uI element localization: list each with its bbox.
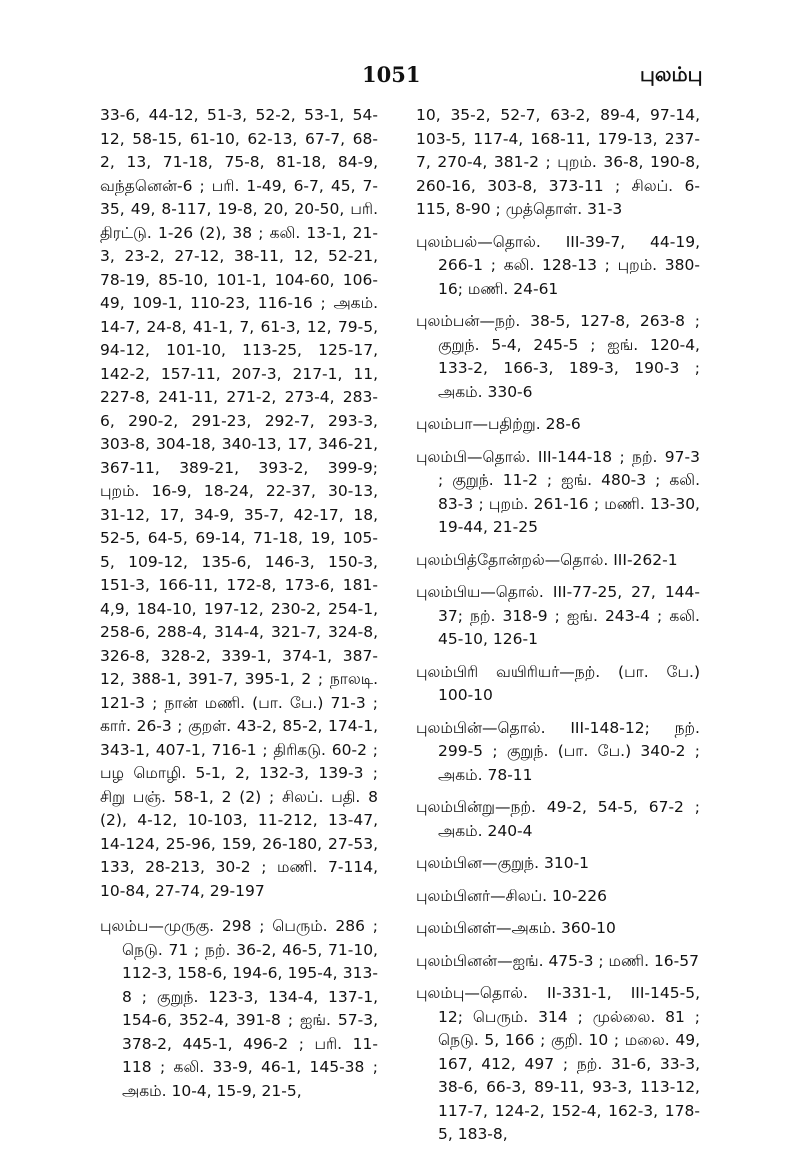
right-column (416, 104, 700, 1156)
index-entry: புலம்பா—பதிற்று. 28-6 (416, 415, 581, 433)
index-entry: புலம்பினன்—ஐங். 475-3 ; மணி. 16-57 (416, 951, 699, 970)
index-entry: புலம்பித்தோன்றல்—தொல். III-262-1 (416, 550, 678, 569)
index-entry: புலம்பிரி வயிரியர்—நற். (பா. பே.) 100-10 (416, 662, 700, 704)
index-entry: புலம்பினள்—அகம். 360-10 (416, 919, 616, 937)
index-entry: புலம்பல்—தொல். III-39-7, 44-19, 266-1 ; கலி. 128-13 ; புறம். 380-16; மணி. 24-61 (416, 232, 700, 298)
index-entry: புலம்பின்று—நற். 49-2, 54-5, 67-2 ; அகம். 240-4 (416, 798, 700, 840)
index-entry: புலம்பி—தொல். III-144-18 ; நற். 97-3 ; குறுந். 11-2 ; ஐங். 480-3 ; கலி. 83-3 ; புறம். 261-16 ; மணி. 13-30, 19-44, 21-25 (416, 447, 700, 536)
page-number: 1051 (362, 62, 421, 87)
index-entry: புலம்பிய—தொல். III-77-25, 27, 144-37; நற். 318-9 ; ஐங். 243-4 ; கலி. 45-10, 126-1 (416, 583, 700, 648)
index-entry: புலம்ப—முருகு. 298 ; பெரும். 286 ; நெடு. 71 ; நற். 36-2, 46-5, 71-10, 112-3, 158-6, 194-6, 195-4, 313-8 ; குறுந். 123-3, 134-4, 137-1, 154-6, 352-4, 391-8 ; ஐங். 57-3, 378-2, 445-1, 496-2 ; பரி. 11-118 ; கலி. 33-9, 46-1, 145-38 ; அகம். 10-4, 15-9, 21-5, (100, 917, 378, 1100)
index-entry-continuation: 33-6, 44-12, 51-3, 52-2, 53-1, 54-12, 58-15, 61-10, 62-13, 67-7, 68-2, 13, 71-18, 75-8, 81-18, 84-9, வந்தனென்-6 ; பரி. 1-49, 6-7, 45, 7-35, 49, 8-117, 19-8, 20, 20-50, பரி. திரட்டு. 1-26 (2), 38 ; கலி. 13-1, 21-3, 23-2, 27-12, 38-11, 12, 52-21, 78-19, 85-10, 101-1, 104-60, 106-49, 109-1, 110-23, 116-16 ; அகம். 14-7, 24-8, 41-1, 7, 61-3, 12, 79-5, 94-12, 101-10, 113-25, 125-17, 142-2, 157-11, 207-3, 217-1, 11, 227-8, 241-11, 271-2, 273-4, 283-6, 290-2, 291-23, 292-7, 293-3, 303-8, 304-18, 340-13, 17, 346-21, 367-11, 389-21, 393-2, 399-9; புறம். 16-9, 18-24, 22-37, 30-13, 31-12, 17, 34-9, 35-7, 42-17, 18, 52-5, 64-5, 69-14, 71-18, 19, 105-5, 109-12, 135-6, 146-3, 150-3, 151-3, 166-11, 172-8, 173-6, 181-4,9, 184-10, 197-12, 230-2, 254-1, 258-6, 288-4, 314-4, 321-7, 324-8, 326-8, 328-2, 339-1, 374-1, 387-12, 388-1, 391-7, 395-1, 2 ; நாலடி. 121-3 ; நான் மணி. (பா. பே.) 71-3 ; கார். 26-3 ; குறள். 43-2, 85-2, 174-1, 343-1, 407-1, 716-1 ; திரிகடு. 60-2 ; பழ மொழி. 5-1, 2, 132-3, 139-3 ; சிறு பஞ். 58-1, 2 (2) ; சிலப். பதி. 8 (2), 4-12, 10-103, 11-212, 13-47, 14-124, 25-96, 159, 26-180, 27-53, 133, 28-213, 30-2 ; மணி. 7-114, 10-84, 27-74, 29-197 (100, 106, 378, 900)
left-column (100, 104, 378, 1112)
index-entry-continuation: 10, 35-2, 52-7, 63-2, 89-4, 97-14, 103-5, 117-4, 168-11, 179-13, 237-7, 270-4, 381-2 ; புறம். 36-8, 190-8, 260-16, 303-8, 373-11 ; சிலப். 6-115, 8-90 ; முத்தொள். 31-3 (416, 106, 700, 218)
index-entry: புலம்பினர்—சிலப். 10-226 (416, 886, 607, 905)
index-entry: புலம்பன்—நற். 38-5, 127-8, 263-8 ; குறுந். 5-4, 245-5 ; ஐங். 120-4, 133-2, 166-3, 189-3, 190-3 ; அகம். 330-6 (416, 312, 700, 401)
index-entry: புலம்பின்—தொல். III-148-12; நற். 299-5 ; குறுந். (பா. பே.) 340-2 ; அகம். 78-11 (416, 718, 700, 784)
index-entry: புலம்பின—குறுந். 310-1 (416, 854, 590, 872)
index-entry: புலம்பு—தொல். II-331-1, III-145-5, 12; பெரும். 314 ; முல்லை. 81 ; நெடு. 5, 166 ; குறி. 10 ; மலை. 49, 167, 412, 497 ; நற். 31-6, 33-3, 38-6, 66-3, 89-11, 93-3, 113-12, 117-7, 124-2, 152-4, 162-3, 178-5, 183-8, (416, 984, 700, 1143)
running-head: புலம்பு (640, 62, 703, 86)
